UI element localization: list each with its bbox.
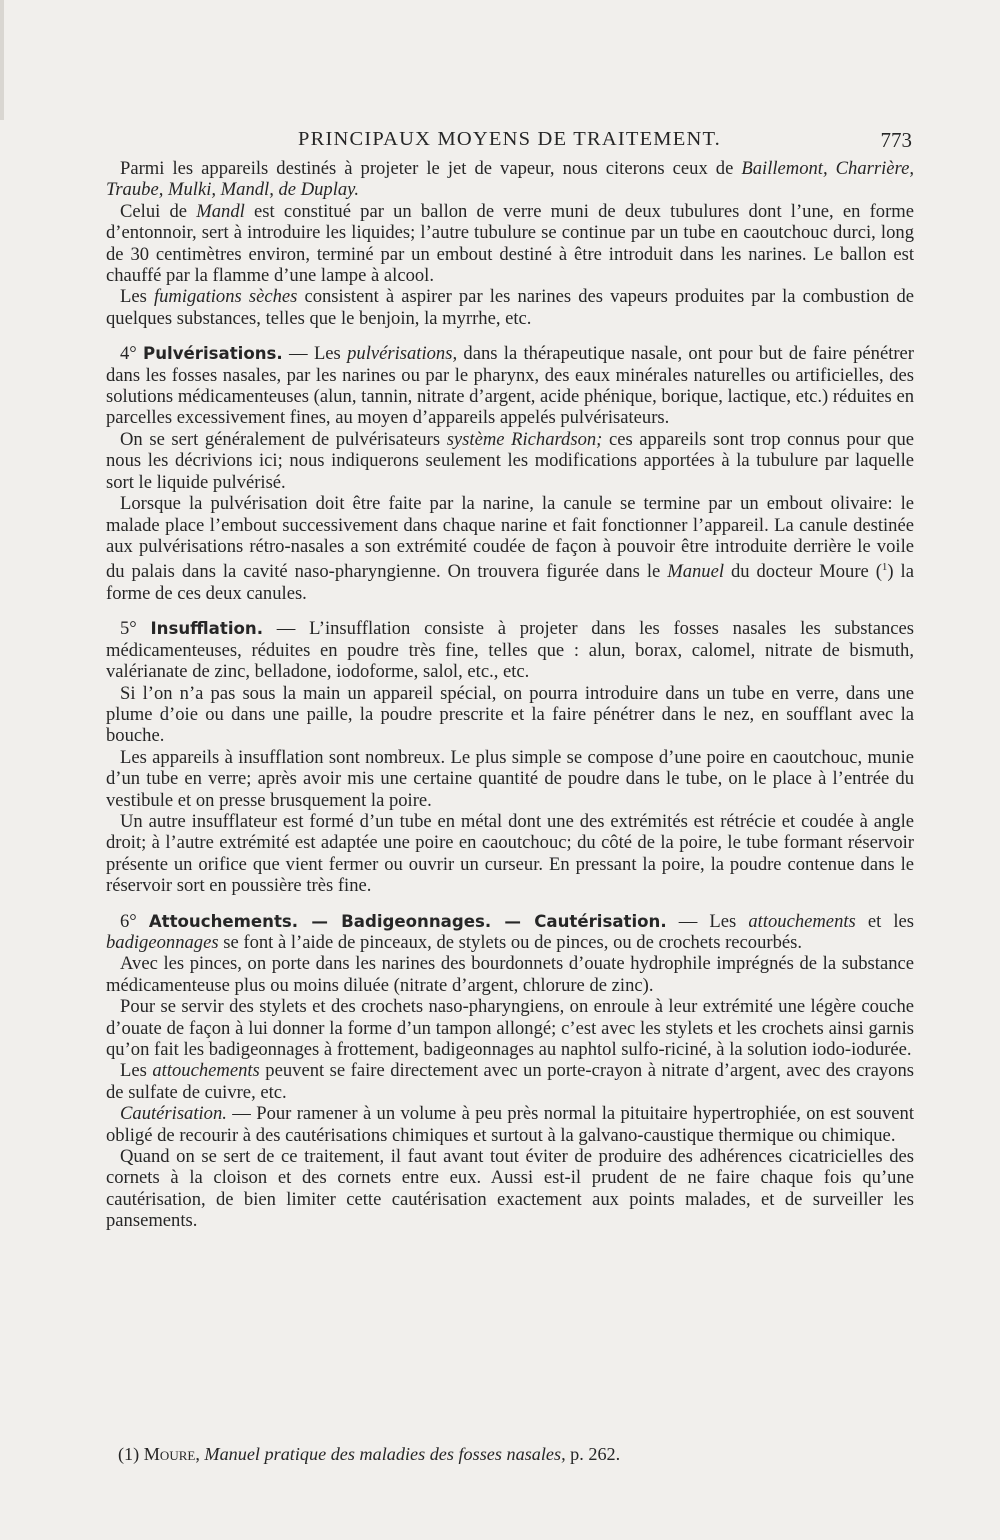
paragraph	[106, 158, 914, 201]
footnote-author: Moure,	[143, 1444, 200, 1464]
italic-run: fumigations sèches	[153, 286, 298, 308]
text-run: et les	[855, 910, 914, 932]
text-run: ces appareils sont trop connus pour que nous les décrivions ici; nous indiquerons seulement les modifications apportées à la tubulure par laquelle sort le liquide pulvérisé.	[106, 428, 914, 493]
paragraph	[106, 201, 914, 287]
text-run: peuvent se faire directement avec un porte-crayon à nitrate d’argent, avec des crayons de sulfate de cuivre, etc.	[106, 1060, 914, 1103]
paragraph	[106, 429, 914, 493]
footnote	[118, 1444, 878, 1465]
page-header	[100, 128, 912, 156]
section-attouchements	[106, 911, 914, 954]
paragraph: Avec les pinces, on porte dans les narines des bourdonnets d’ouate hydrophile imprégnés de la substance médicamenteuse plus ou moins diluée (nitrate d’argent, chlorure de zinc).	[106, 953, 914, 996]
page-number: 773	[880, 128, 912, 152]
page-edge-shadow	[0, 0, 4, 120]
text-run: est constitué par un ballon de verre muni de deux tubulures dont l’une, en forme d’entonnoir, sert à introduire les liquides; l’autre tubulure se continue par un tube en caoutchouc durci, long de 30 centimètres environ, terminé par un embout destiné à être introduit dans les narines. Le ballon est chauffé par la flamme d’une lampe à alcool.	[106, 200, 914, 287]
footnote-title: Manuel pratique des maladies des fosses nasales,	[204, 1444, 566, 1464]
section-heading: Insufflation.	[150, 619, 264, 639]
footnote-page: p. 262.	[565, 1444, 621, 1464]
italic-run: Manuel	[667, 561, 725, 583]
paragraph: Un autre insufflateur est formé d’un tube en métal dont une des extrémités est rétrécie et coudée à angle droit; à l’autre extrémité est adaptée une poire en caoutchouc; du côté de la poire, le tube formant réservoir présente un orifice que vient fermer ou ouvrir un curseur. En pressant la poire, la poudre contenue dans le réservoir sort en poussière très fine.	[106, 810, 914, 897]
section-heading: Attouchements. — Badigeonnages. — Cautérisation.	[148, 911, 667, 931]
italic-run: attouchements	[748, 910, 856, 932]
text-run: — Les	[282, 343, 348, 365]
section-insufflation	[106, 618, 914, 682]
text-run: Les	[120, 286, 154, 308]
section-number: 6°	[120, 910, 149, 932]
footnote-reference: 1	[881, 561, 888, 574]
text-run: Parmi les appareils destinés à projeter le jet de vapeur, nous citerons ceux de	[120, 158, 742, 179]
footnote-marker: (1)	[118, 1444, 140, 1464]
text-run: Lorsque la pulvérisation doit être faite par la narine, la canule se termine par un embout olivaire: le malade place l’embout successivement dans chaque narine et fait fonctionner l’appareil. La canule destinée aux pulvérisations rétro-nasales a son extrémité coudée de façon à pouvoir être introduite derrière le voile du palais dans la cavité naso-pharyngienne. On trouvera figurée dans le	[106, 493, 914, 583]
text-run: On se sert généralement de pulvérisateurs	[120, 428, 447, 450]
section-pulverisations	[106, 343, 914, 429]
text-run: — Pour ramener à un volume à peu près normal la pituitaire hypertrophiée, on est souvent obligé de recourir à des cautérisations chimiques et surtout à la galvano-caustique thermique ou chimique.	[106, 1103, 914, 1146]
section-heading: Pulvérisations.	[143, 344, 283, 364]
paragraph: Quand on se sert de ce traitement, il faut avant tout éviter de produire des adhérences cicatricielles des cornets à la cloison et des cornets entre eux. Aussi est-il prudent de ne faire chaque fois qu’une cautérisation, de bien limiter cette cautérisation exactement aux points malades, et de surveiller les pansements.	[106, 1146, 914, 1232]
text-run: ) la forme de ces deux canules.	[106, 561, 914, 604]
running-head: PRINCIPAUX MOYENS DE TRAITEMENT.	[298, 128, 721, 150]
italic-run: badigeonnages	[106, 932, 219, 953]
text-run: Celui de	[120, 200, 197, 222]
text-run: — L’insufflation consiste à projeter dans les fosses nasales les substances médicamenteuses, réduites en poudre très fine, telles que : alun, borax, calomel, nitrate de bismuth, valérianate de zinc, belladone, iodoforme, salol, etc., etc.	[106, 618, 914, 683]
italic-run: système Richardson;	[446, 428, 603, 450]
paragraph	[106, 1060, 914, 1103]
section-number: 4°	[120, 343, 144, 365]
italic-run: Mandl	[196, 200, 245, 222]
paragraph	[106, 286, 914, 329]
text-run: dans la thérapeutique nasale, ont pour but de faire pénétrer dans les fosses nasales, par les narines ou par le pharynx, des eaux minérales naturelles ou artificielles, des solutions médicamenteuses (alun, tannin, nitrate d’argent, acide phénique, borique, lactique, etc.) réduites en parcelles excessivement fines, au moyen d’appareils appelés pulvérisateurs.	[106, 343, 915, 429]
italic-run: pulvérisations,	[347, 343, 458, 365]
paragraph: Si l’on n’a pas sous la main un appareil spécial, on pourra introduire dans un tube en verre, dans une plume d’oie ou dans une paille, la poudre prescrite et la faire pénétrer dans le nez, en soufflant avec la bouche.	[106, 682, 914, 747]
paragraph	[106, 1103, 914, 1146]
paragraph: Pour se servir des stylets et des crochets naso-pharyngiens, on enroule à leur extrémité une légère couche d’ouate de façon à lui donner la forme d’un tampon allongé; c’est avec les stylets et les crochets ainsi garnis qu’on fait les badigeonnages à frottement, badigeonnages au naphtol sulfo-riciné, à la solution iodo-iodurée.	[106, 996, 914, 1061]
text-run: — Les	[666, 910, 749, 932]
italic-run: Cautérisation.	[120, 1103, 227, 1125]
text-run: consistent à aspirer par les narines des vapeurs produites par la combustion de quelques substances, telles que le benjoin, la myrrhe, etc.	[106, 286, 914, 329]
paragraph: Les appareils à insufflation sont nombreux. Le plus simple se compose d’une poire en caoutchouc, munie d’un tube en verre; après avoir mis une certaine quantité de poudre dans le tube, on le place à l’entrée du vestibule et on presse brusquement la poire.	[106, 746, 914, 811]
section-number: 5°	[120, 618, 151, 640]
text-run: du docteur Moure (	[724, 561, 882, 583]
italic-run: attouchements	[152, 1060, 260, 1082]
text-run: se font à l’aide de pinceaux, de stylets ou de pinces, ou de crochets recourbés.	[218, 932, 803, 953]
paragraph	[106, 493, 914, 604]
text-run: Les	[120, 1060, 153, 1082]
page-body	[106, 158, 914, 1232]
italic-run: Baillemont, Charrière, Traube, Mulki, Mandl, de Duplay.	[106, 158, 914, 201]
